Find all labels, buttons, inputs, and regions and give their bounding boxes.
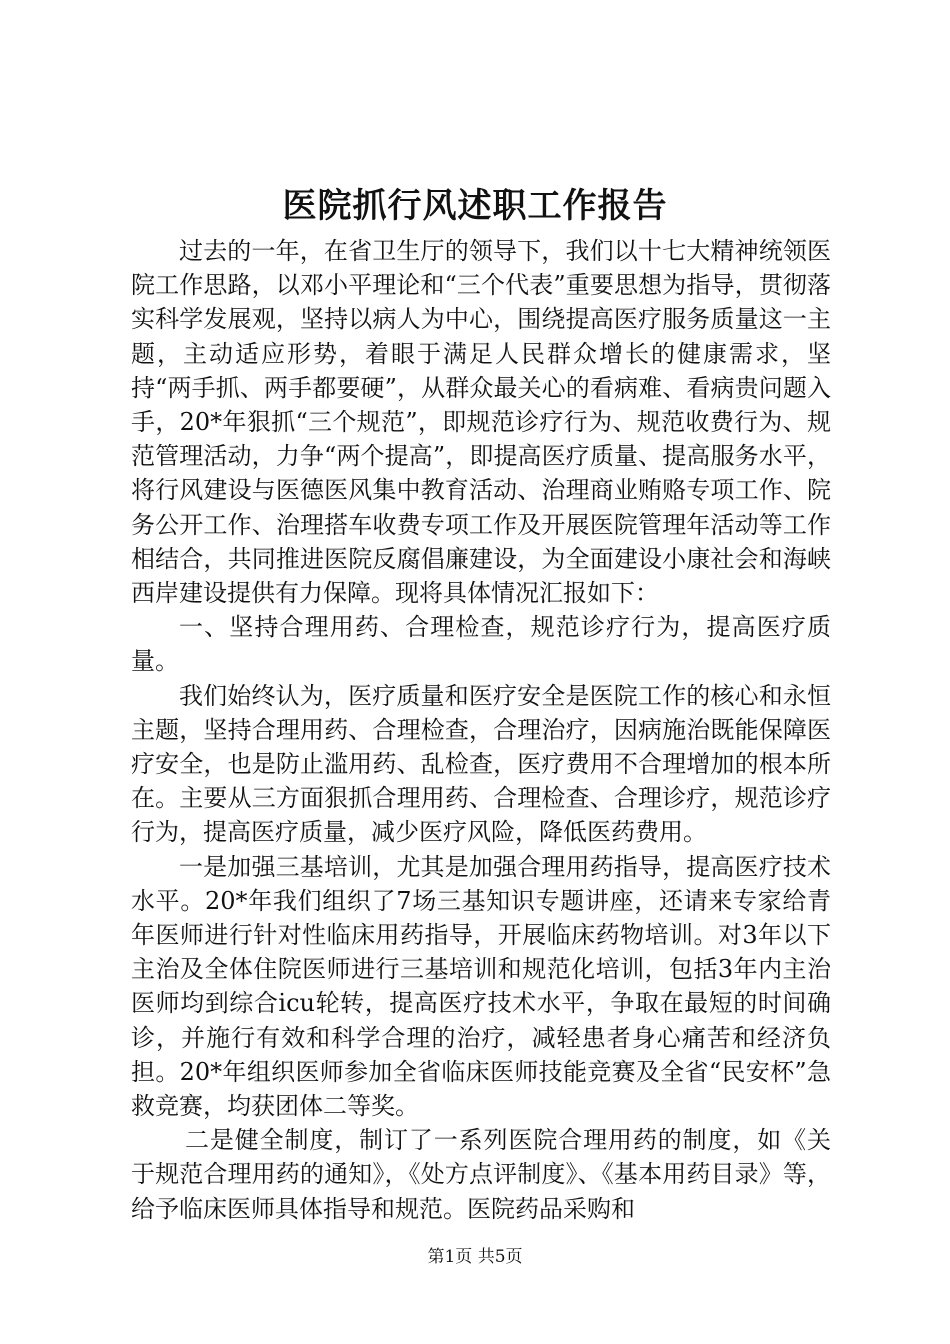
paragraph-quality-safety: 我们始终认为，医疗质量和医疗安全是医院工作的核心和永恒主题，坚持合理用药、合理检查，合理治疗，因病施治既能保障医疗安全，也是防止滥用药、乱检查，医疗费用不合理增加的根本所在。主要从三方面狠抓合理用药、合理检查、合理诊疗，规范诊疗行为，提高医疗质量，减少医疗风险，降低医药费用。	[131, 681, 831, 847]
paragraph-systems: 二是健全制度，制订了一系列医院合理用药的制度，如《关于规范合理用药的通知》，《处方点评制度》、《基本用药目录》等，给予临床医师具体指导和规范。医院药品采购和	[131, 1126, 831, 1223]
paragraph-intro: 过去的一年，在省卫生厅的领导下，我们以十七大精神统领医院工作思路，以邓小平理论和“三个代表”重要思想为指导，贯彻落实科学发展观，坚持以病人为中心，围绕提高医疗服务质量这一主题，主动适应形势，着眼于满足人民群众增长的健康需求，坚持“两手抓、两手都要硬”，从群众最关心的看病难、看病贵问题入手，20*年狠抓“三个规范”，即规范诊疗行为、规范收费行为、规范管理活动，力争“两个提高”，即提高医疗质量、提高服务水平，将行风建设与医德医风集中教育活动、治理商业贿赂专项工作、院务公开工作、治理搭车收费专项工作及开展医院管理年活动等工作相结合，共同推进医院反腐倡廉建设，为全面建设小康社会和海峡西岸建设提供有力保障。现将具体情况汇报如下：	[131, 237, 831, 608]
paragraph-section-heading-1: 一、坚持合理用药、合理检查，规范诊疗行为，提高医疗质量。	[131, 613, 831, 676]
paragraph-training: 一是加强三基培训，尤其是加强合理用药指导，提高医疗技术水平。20*年我们组织了7场三基知识专题讲座，还请来专家给青年医师进行针对性临床用药指导，开展临床药物培训。对3年以下主治及全体住院医师进行三基培训和规范化培训，包括3年内主治医师均到综合icu轮转，提高医疗技术水平，争取在最短的时间确诊，并施行有效和科学合理的治疗，减轻患者身心痛苦和经济负担。20*年组织医师参加全省临床医师技能竞赛及全省“民安杯”急救竞赛，均获团体二等奖。	[131, 852, 831, 1121]
document-title: 医院抓行风述职工作报告	[282, 186, 668, 226]
page-footer: 第1页 共5页	[427, 1247, 523, 1267]
document-body	[131, 234, 831, 1226]
